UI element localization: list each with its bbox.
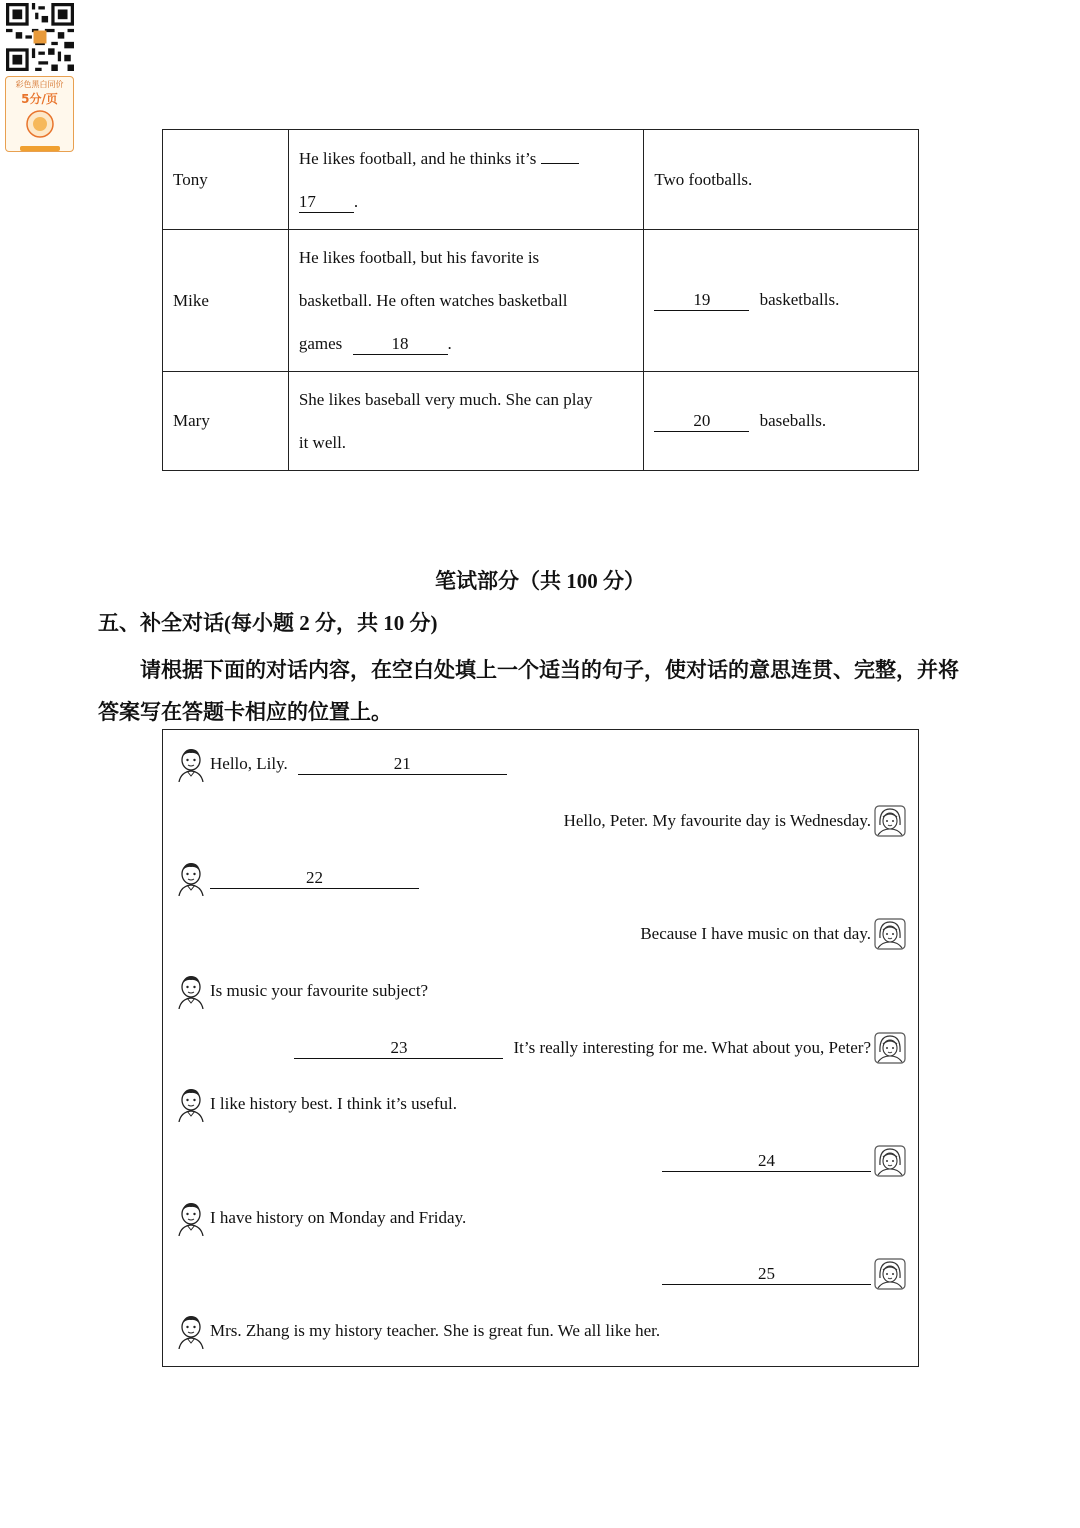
dialogue-text: Hello, Lily. (210, 754, 288, 773)
dialogue-box (162, 729, 919, 1367)
name-cell: Mike (163, 230, 289, 372)
table-row (163, 372, 919, 471)
dialogue-text: Is music your favourite subject? (210, 981, 429, 1000)
table-row (163, 130, 919, 230)
description-text: She likes baseball very much. She can play (298, 390, 593, 409)
promo-tag (20, 146, 60, 151)
answer-cell (644, 372, 919, 471)
boy-face-icon (175, 1200, 207, 1236)
part-title: 五、补全对话(每小题 2 分，共 10 分) (98, 611, 438, 635)
boy-face-icon (175, 1313, 207, 1349)
price-promo-badge (5, 76, 74, 152)
blank-25: 25 (662, 1264, 871, 1285)
dialogue-line (175, 1198, 466, 1238)
dialogue-line (175, 744, 507, 784)
girl-face-icon (874, 1030, 906, 1066)
description-text: basketball. He often watches basketball (298, 291, 568, 310)
blank-22: 22 (210, 868, 419, 889)
preference-table (162, 129, 919, 471)
description-cell: He likes football, and he thinks it’s 17 . (288, 130, 643, 230)
blank-21: 21 (298, 754, 507, 775)
answer-cell: Two footballs. (644, 130, 919, 230)
dialogue-line (294, 1028, 906, 1068)
dialogue-line (175, 1084, 457, 1124)
section-title: 笔试部分（共 100 分） (435, 569, 645, 593)
description-text: He likes football, and he thinks it’s (298, 148, 537, 168)
dialogue-line (662, 1254, 906, 1294)
boy-face-icon (175, 1086, 207, 1122)
girl-face-icon (874, 916, 906, 952)
name-cell: Mary (163, 372, 289, 471)
description-text: it well. (298, 433, 347, 452)
answer-cell (644, 230, 919, 372)
description-cell (288, 372, 643, 471)
blank-18: 18 (353, 334, 448, 355)
description-text: games (298, 334, 343, 353)
dialogue-text: Hello, Peter. My favourite day is Wednesday. (563, 811, 871, 830)
blank-20: 20 (654, 411, 749, 432)
blank-19: 19 (654, 290, 749, 311)
description-text: He likes football, but his favorite is (298, 248, 540, 267)
girl-face-icon (874, 1256, 906, 1292)
table-row (163, 230, 919, 372)
blank-24: 24 (662, 1151, 871, 1172)
answer-text: basketballs. (759, 290, 840, 309)
name-cell: Tony (163, 130, 289, 230)
dialogue-line (564, 801, 906, 841)
answer-text: baseballs. (759, 410, 827, 430)
boy-face-icon (175, 860, 207, 896)
qr-code-icon (6, 3, 74, 71)
dialogue-text: Because I have music on that day. (640, 924, 871, 943)
boy-face-icon (175, 746, 207, 782)
dialogue-text: It’s really interesting for me. What about you, Peter? (513, 1038, 871, 1057)
boy-face-icon (175, 973, 207, 1009)
dialogue-text: I have history on Monday and Friday. (210, 1208, 467, 1227)
dialogue-text: Mrs. Zhang is my history teacher. She is great fun. We all like her. (210, 1321, 661, 1340)
girl-face-icon (874, 1143, 906, 1179)
dialogue-text: I like history best. I think it’s useful. (210, 1094, 457, 1113)
dialogue-line (175, 971, 428, 1011)
girl-face-icon (874, 803, 906, 839)
blank-line (541, 163, 579, 164)
description-cell: He likes football, but his favorite is basketball. He often watches basketball games 18 . (288, 230, 643, 372)
blank-17: 17 (299, 192, 354, 213)
instruction-text: 请根据下面的对话内容，在空白处填上一个适当的句子，使对话的意思连贯、完整，并将答案写在答题卡相应的位置上。 (98, 658, 959, 724)
dialogue-line (662, 1141, 906, 1181)
dialogue-line (175, 1311, 660, 1351)
promo-line-1: 彩色黑白同价 (15, 80, 64, 89)
blank-23: 23 (294, 1038, 503, 1059)
dialogue-line (640, 914, 906, 954)
promo-line-2: 5分/页 (21, 92, 58, 106)
dialogue-line (175, 858, 419, 898)
seal-icon (25, 109, 55, 139)
